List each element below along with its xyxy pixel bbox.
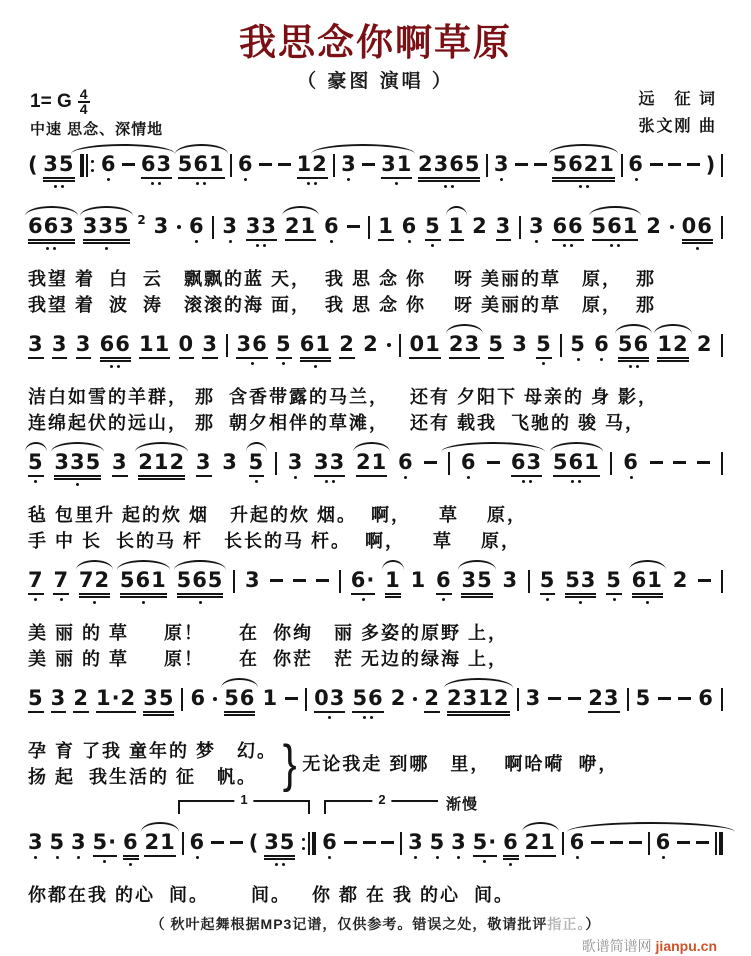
footer-note-text: （ 秋叶起舞根据MP3记谱，仅供参考。错误之处，敬请批评: [150, 916, 548, 932]
lyric-line: 我望 着 白 云 飘飘的蓝 天， 我 思 念 你 呀 美丽的草 原， 那: [28, 269, 657, 289]
lyricist: 远 征 词: [638, 91, 717, 108]
music-system-3: [28, 440, 723, 554]
notation-line: [28, 204, 723, 262]
meter-numerator: 4: [79, 86, 88, 102]
note-group: 5: [50, 832, 66, 859]
note-group: 6: [189, 216, 205, 243]
note-group: 21: [525, 832, 556, 857]
note-group: 3: [341, 154, 357, 181]
note-group: 565: [177, 570, 224, 604]
note-group: 35: [143, 688, 174, 716]
duration-dash: [259, 163, 272, 166]
note-group: 6: [461, 452, 477, 479]
barline: [80, 154, 95, 177]
slur-arc: [522, 822, 559, 832]
duration-dash: [697, 461, 710, 464]
note-group: 7: [53, 570, 69, 601]
footer-note: [0, 914, 751, 934]
note-group: 3: [52, 334, 68, 359]
note-group: 5: [28, 688, 44, 713]
note-group: 6: [436, 570, 452, 601]
lyric-line: 美 丽 的 草 原！ 在 你茫 茫 无边的绿海 上，: [28, 649, 509, 669]
note-group: 2: [646, 214, 662, 238]
note-group: 6: [656, 832, 672, 859]
barline: [301, 832, 316, 855]
barline: [560, 334, 562, 357]
note-group: 6: [503, 832, 519, 866]
note-group: 1: [378, 216, 394, 241]
note-group: 2365: [418, 154, 480, 188]
duration-dash: [122, 163, 135, 166]
note-group: 35: [461, 570, 492, 598]
slur-arc: [25, 206, 78, 216]
duration-dash: [678, 697, 691, 700]
duration-dash: [230, 841, 243, 844]
note-group: 561: [178, 154, 225, 185]
notation-line: [28, 820, 723, 878]
slur-arc: [246, 442, 268, 452]
meter-denominator: 4: [79, 101, 88, 117]
note-group: 6: [570, 832, 586, 859]
note-group: 6: [324, 216, 340, 243]
note-group: 01: [409, 334, 440, 359]
duration-dash: [548, 697, 561, 700]
lyric-line: 洁白如雪的羊群， 那 含香带露的马兰， 还有 夕阳下 母亲的 身 影，: [28, 387, 659, 407]
note-group: 6: [189, 832, 205, 859]
slur-arc: [117, 560, 170, 570]
duration-dash: [591, 841, 604, 844]
note-group: 12: [297, 154, 328, 185]
slur-arc: [615, 324, 652, 334]
note-group: 6: [190, 686, 207, 710]
barline: [230, 154, 232, 177]
note-group: 56: [618, 334, 649, 368]
note-group: 6·: [351, 570, 376, 601]
duration-dash: [677, 841, 690, 844]
note-group: 31: [381, 154, 412, 185]
notation-line: [28, 322, 723, 380]
note-group: 11: [139, 334, 170, 359]
slur-arc: [458, 560, 495, 570]
note-group: 35: [43, 154, 74, 188]
footer-note-faded: 指正。: [547, 916, 586, 932]
duration-dash: [293, 579, 306, 582]
note-group: 1: [410, 568, 427, 592]
note-group: 6: [123, 832, 139, 866]
note-group: 1: [385, 570, 401, 598]
note-group: 61: [300, 334, 331, 368]
slur-arc: [353, 442, 390, 452]
duration-dash: [381, 841, 394, 844]
barline: [448, 452, 450, 475]
duration-dash: [696, 841, 709, 844]
note-group: 2: [424, 688, 440, 713]
duration-dash: [316, 579, 329, 582]
barline: [517, 688, 519, 711]
rallentando-marking: 渐慢: [446, 796, 479, 813]
barline: [182, 832, 184, 855]
barline: [486, 154, 488, 177]
key-text: 1= G: [30, 91, 72, 112]
lyric-line: 你都在我 的心 间。 间。 你 都 在 我 的心 间。: [28, 885, 515, 905]
note-group: 335: [83, 216, 130, 250]
slur-arc: [589, 206, 642, 216]
slur-arc: [441, 442, 545, 452]
notation-line: [28, 558, 723, 616]
lyric-line: 手 中 长 长的马 杆 长长的马 杆。 啊， 草 原，: [28, 531, 522, 551]
note-group: 5621: [552, 154, 614, 188]
note-group: 3: [496, 216, 512, 241]
credits: [639, 86, 717, 140]
slur-arc: [51, 442, 104, 452]
note-group: 5: [606, 570, 622, 601]
music-system-4: [28, 558, 723, 672]
duration-dash: [362, 163, 375, 166]
barline: [528, 570, 530, 593]
slur-arc: [282, 206, 319, 216]
duration-dash: [650, 163, 663, 166]
note-group: 5: [570, 334, 586, 361]
barline: [181, 688, 183, 711]
barline: [275, 452, 277, 475]
note-group: 1·2: [96, 688, 136, 713]
barline: [339, 570, 341, 593]
barline: [519, 216, 521, 239]
note-group: 5: [536, 334, 552, 365]
barline: [333, 154, 335, 177]
note-group: 63: [511, 452, 542, 483]
note-group: 2: [390, 686, 407, 710]
note-group: 2: [363, 332, 379, 356]
footer-note-close: ）: [585, 916, 601, 932]
music-system-2: [28, 322, 723, 436]
barline: [721, 154, 723, 177]
note-group: 3: [525, 686, 542, 710]
volta-bracket-1: [178, 792, 310, 814]
lyric-line: 我望 着 波 涛 滚滚的海 面， 我 思 念 你 呀 美丽的草 原， 那: [28, 295, 657, 315]
note-group: 5: [249, 452, 265, 483]
duration-dash: [363, 841, 376, 844]
note-group: 5: [540, 570, 556, 601]
dot-augmentation: [177, 225, 181, 229]
note-group: 1: [262, 686, 279, 710]
note-group: 6: [402, 216, 418, 243]
note-group: 2312: [447, 688, 509, 716]
note-group: 3: [71, 832, 87, 859]
barline: [212, 216, 214, 239]
music-system-1: [28, 204, 723, 318]
dot-augmentation: [387, 343, 391, 347]
barline: [621, 154, 623, 177]
note-group: 6: [238, 154, 254, 181]
parenthesis: (: [28, 153, 38, 177]
note-group: 36: [236, 334, 267, 365]
note-group: 6: [594, 334, 610, 361]
music-system-intro: [28, 142, 723, 200]
note-group: 53: [565, 570, 596, 604]
note-group: 5·: [93, 832, 118, 863]
duration-dash: [344, 841, 357, 844]
duration-dash: [487, 461, 500, 464]
note-group: 66: [552, 216, 583, 247]
barline: [400, 832, 402, 855]
note-group: 12: [657, 334, 688, 362]
slur-arc: [550, 442, 603, 452]
note-group: 5: [635, 686, 652, 710]
barline: [562, 832, 564, 855]
note-group: 561: [120, 570, 167, 604]
slur-arc: [174, 560, 227, 570]
note-group: 2: [472, 214, 488, 238]
parenthesis: ): [705, 153, 716, 177]
header: [0, 0, 751, 142]
note-group: 212: [138, 452, 185, 480]
slur-arc: [80, 206, 133, 216]
duration-dash: [347, 225, 360, 228]
note-group: 23: [449, 334, 480, 359]
lyric-line-shared: 无论我走 到哪 里， 啊哈嗬 咿，: [302, 754, 619, 774]
key-signature: [30, 88, 90, 116]
barline: [399, 334, 401, 357]
note-group: 33: [246, 216, 277, 247]
composer: 张文刚 曲: [638, 118, 717, 135]
note-group: 33: [314, 452, 345, 483]
note-group: 561: [553, 452, 600, 483]
note-group: 2: [73, 688, 89, 713]
note-group: 7: [28, 570, 44, 601]
note-group: 21: [356, 452, 387, 477]
dot-augmentation: [213, 697, 217, 701]
note-group: 03: [314, 688, 345, 719]
slur-arc: [446, 206, 468, 216]
slur-arc: [567, 822, 736, 832]
lyric-line: 美 丽 的 草 原！ 在 你绚 丽 多姿的原野 上，: [28, 623, 509, 643]
dot-augmentation: [670, 225, 674, 229]
barline: [721, 570, 723, 593]
volta-bracket-2: [324, 792, 438, 814]
tempo-marking: 中速 思念、深情地: [30, 121, 164, 138]
notation-line: [28, 440, 723, 498]
barline: [368, 216, 370, 239]
barline: [233, 570, 235, 593]
notation-line: [28, 142, 723, 200]
duration-dash: [610, 841, 623, 844]
song-title: 我思念你啊草原: [239, 22, 512, 63]
lyric-line: 孕 育 了我 童年的 梦 幻。: [28, 741, 278, 761]
slur-arc: [141, 822, 178, 832]
grace-note: 2: [137, 213, 146, 227]
note-group: 06: [682, 216, 713, 250]
note-group: 6: [698, 686, 714, 710]
note-group: 6: [322, 832, 338, 859]
note-group: 1: [449, 216, 465, 241]
note-group: 5: [28, 452, 44, 483]
note-group: 561: [592, 216, 639, 247]
slur-arc: [549, 144, 617, 154]
note-group: 3: [529, 216, 545, 243]
note-group: 3: [222, 216, 238, 243]
note-group: 5: [488, 334, 504, 359]
slur-arc: [221, 678, 258, 688]
note-group: 3: [288, 452, 304, 479]
note-group: 3: [153, 214, 170, 238]
parenthesis: (: [248, 831, 259, 855]
note-group: 6: [101, 154, 117, 181]
note-group: 663: [28, 216, 75, 250]
lyric-line: 毡 包里升 起的炊 烟 升起的炊 烟。 啊， 草 原，: [28, 505, 528, 525]
note-group: 2: [672, 568, 689, 592]
music-system-5: [28, 676, 723, 793]
slur-arc: [175, 144, 228, 154]
note-group: 3: [512, 332, 528, 356]
watermark: [0, 936, 751, 956]
barline: [305, 688, 307, 711]
slur-arc: [629, 560, 666, 570]
note-group: 3: [76, 334, 92, 359]
slur-arc: [311, 144, 415, 154]
barline: [610, 452, 612, 475]
barline: [721, 688, 723, 711]
note-group: 3: [28, 334, 44, 359]
slur-arc: [446, 324, 483, 334]
note-group: 35: [264, 832, 295, 866]
duration-dash: [673, 461, 686, 464]
slur-arc: [382, 560, 404, 570]
slur-arc: [71, 144, 175, 154]
note-group: 3: [451, 832, 467, 859]
slur-arc: [76, 560, 113, 570]
note-group: 56: [352, 688, 383, 719]
duration-dash: [568, 697, 581, 700]
note-group: 6: [398, 452, 414, 479]
note-group: 0: [179, 334, 195, 359]
note-group: 5·: [473, 832, 498, 863]
note-group: 3: [245, 568, 261, 592]
note-group: 335: [54, 452, 101, 486]
duration-dash: [515, 163, 528, 166]
music-system-final: [28, 794, 723, 908]
volta-1-label: 1: [234, 792, 253, 807]
duration-dash: [650, 461, 663, 464]
barline: [648, 832, 650, 855]
note-group: 66: [100, 334, 131, 368]
note-group: 5: [430, 832, 446, 859]
slur-arc: [444, 678, 512, 688]
slur-arc: [654, 324, 691, 334]
note-group: 61: [632, 570, 663, 604]
note-group: 72: [79, 570, 110, 604]
duration-dash: [534, 163, 547, 166]
performer-subtitle: （ 豪图 演唱 ）: [297, 71, 454, 92]
note-group: 21: [285, 216, 316, 241]
duration-dash: [687, 163, 700, 166]
watermark-site-name: 歌谱简谱网: [581, 938, 652, 954]
note-group: 5: [425, 216, 441, 247]
barline: [721, 452, 723, 475]
note-group: 3: [196, 452, 212, 477]
note-group: 3: [408, 832, 424, 859]
note-group: 6: [628, 154, 644, 181]
dot-augmentation: [413, 697, 417, 701]
duration-dash: [629, 841, 642, 844]
note-group: 3: [51, 688, 67, 713]
note-group: 3: [202, 334, 218, 359]
note-group: 3: [222, 450, 238, 474]
duration-dash: [285, 697, 298, 700]
watermark-url-link[interactable]: jianpu.cn: [655, 938, 717, 954]
note-group: 3: [494, 154, 510, 181]
duration-dash: [424, 461, 437, 464]
note-group: 3: [502, 568, 519, 592]
lyric-line: 扬 起 我生活的 征 帆。: [28, 767, 258, 787]
slur-arc: [135, 442, 188, 452]
note-group: 56: [224, 688, 255, 716]
barline: [226, 334, 228, 357]
slur-arc: [25, 442, 47, 452]
note-group: 21: [144, 832, 175, 857]
barline: [721, 216, 723, 239]
duration-dash: [270, 579, 283, 582]
duration-dash: [278, 163, 291, 166]
note-group: 63: [141, 154, 172, 185]
duration-dash: [668, 163, 681, 166]
note-group: 2: [339, 334, 355, 359]
note-group: 3: [112, 452, 128, 477]
duration-dash: [698, 579, 711, 582]
barline: [715, 832, 723, 855]
lyric-line: 连绵起伏的远山， 那 朝夕相伴的草滩， 还有 载我 飞驰的 骏 马，: [28, 413, 646, 433]
lyric-brace: }: [282, 735, 297, 793]
volta-2-label: 2: [372, 792, 391, 807]
barline: [721, 334, 723, 357]
note-group: 6: [623, 452, 639, 479]
duration-dash: [211, 841, 224, 844]
duration-dash: [658, 697, 671, 700]
notation-line: [28, 676, 723, 734]
score-body: [0, 142, 751, 908]
note-group: 23: [588, 688, 619, 713]
note-group: 2: [696, 332, 713, 356]
note-group: 5: [276, 334, 292, 365]
barline: [627, 688, 629, 711]
time-signature: [78, 88, 90, 116]
note-group: 3: [28, 832, 44, 859]
